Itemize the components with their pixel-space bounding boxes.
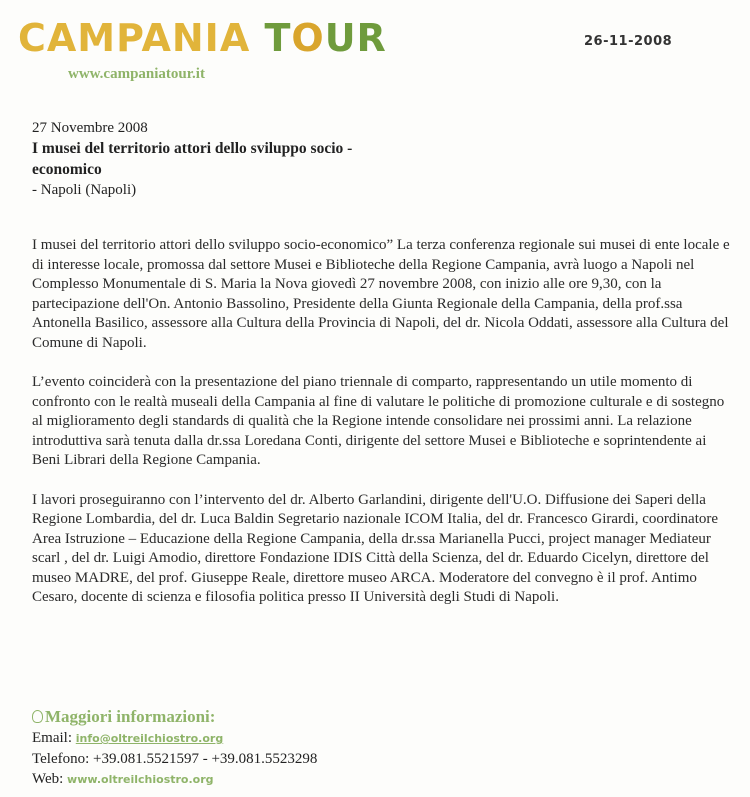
article-title: I musei del territorio attori dello sviluppo socio - economico bbox=[32, 140, 353, 178]
header bbox=[0, 0, 750, 110]
article-place: - Napoli (Napoli) bbox=[32, 182, 137, 198]
more-info-heading bbox=[32, 706, 732, 728]
email-line bbox=[32, 728, 732, 749]
email-label: Email: bbox=[32, 730, 72, 746]
paragraph-3: I lavori proseguiranno con l’intervento del dr. Alberto Garlandini, dirigente dell'U.O. Diffusione dei Saperi della Regione Lombardia, del dr. Luca Baldin Segretario nazionale ICOM Italia, del dr. Francesco Girardi, coordinatore Area Istruzione – Educazione della Regione Campania, della dr.ssa Marianella Pucci, project manager Mediateur scarl , del dr. Luigi Amodio, direttore Fondazione IDIS Città della Scienza, del dr. Eduardo Cicelyn, direttore del museo MADRE, del prof. Giuseppe Reale, direttore museo ARCA. Moderatore del convegno è il prof. Antimo Cesaro, docente di scienza e filosofia politica presso II Università degli Studi di Napoli. bbox=[32, 491, 719, 605]
paragraph-2: L’evento coinciderà con la presentazione del piano triennale di comparto, rappresentando un utile momento di confronto con le realtà museali della Campania al fine di valutare le politiche di promozione culturale e di sostegno al miglioramento degli standards di qualità che la Regione intende consolidare nei prossimi anni. La relazione introduttiva sarà tenuta dalla dr.ssa Loredana Conti, dirigente del settore Musei e Biblioteche e soprintendente ai Beni Librari della Regione Campania. bbox=[32, 374, 725, 468]
header-date: 26-11-2008 bbox=[584, 34, 673, 49]
logo-text-campania: CAMPANIA bbox=[18, 16, 251, 60]
logo-text-t: T bbox=[264, 16, 292, 60]
web-link[interactable]: www.oltreilchiostro.org bbox=[67, 773, 214, 786]
article-body bbox=[32, 236, 732, 628]
campania-tour-logo[interactable] bbox=[18, 16, 387, 60]
paragraph-1: I musei del territorio attori dello sviluppo socio-economico” La terza conferenza regionale sui musei di ente locale e di interesse locale, promossa dal settore Musei e Biblioteche della Regione Campania, avrà luogo a Napoli nel Complesso Monumentale di S. Maria la Nova giovedì 27 novembre 2008, con inizio alle ore 9,30, con la partecipazione dell'On. Antonio Bassolino, Presidente della Giunta Regionale della Campania, della prof.ssa Antonella Basilico, assessore alla Cultura della Provincia di Napoli, del dr. Nicola Oddati, assessore alla Cultura del Comune di Napoli. bbox=[32, 237, 730, 351]
logo-text-o: O bbox=[291, 16, 325, 60]
web-label: Web: bbox=[32, 771, 64, 787]
logo-text-ur: UR bbox=[324, 16, 387, 60]
more-info-title: Maggiori informazioni: bbox=[45, 707, 216, 726]
article-heading bbox=[32, 118, 732, 200]
phone-label: Telefono: bbox=[32, 751, 90, 767]
phone-value: +39.081.5521597 - +39.081.5523298 bbox=[93, 751, 318, 767]
article-date: 27 Novembre 2008 bbox=[32, 120, 148, 136]
phone-line bbox=[32, 749, 732, 769]
site-url-link[interactable]: www.campaniatour.it bbox=[68, 66, 205, 82]
more-info-section bbox=[32, 706, 732, 790]
web-line bbox=[32, 769, 732, 790]
email-link[interactable]: info@oltreilchiostro.org bbox=[75, 732, 224, 745]
lightbulb-icon bbox=[32, 710, 43, 723]
